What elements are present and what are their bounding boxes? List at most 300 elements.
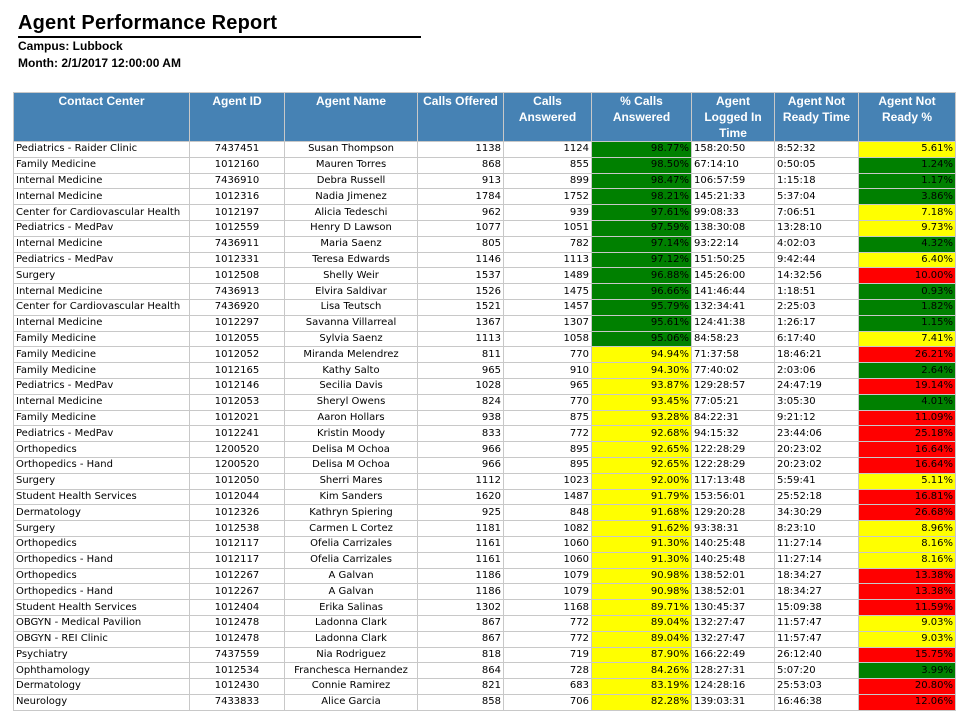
cell-contact-center: Orthopedics: [14, 568, 190, 584]
cell-calls-answered: 1079: [504, 584, 592, 600]
cell-agent-id: 1012267: [190, 584, 285, 600]
cell-not-ready-time: 11:27:14: [775, 536, 859, 552]
cell-agent-id: 7433833: [190, 694, 285, 710]
cell-pct-answered: 98.50%: [592, 157, 692, 173]
table-row: [14, 457, 956, 473]
cell-not-ready-time: 2:25:03: [775, 299, 859, 315]
cell-logged-in-time: 122:28:29: [692, 442, 775, 458]
cell-logged-in-time: 84:22:31: [692, 410, 775, 426]
cell-pct-answered: 98.77%: [592, 142, 692, 158]
cell-calls-offered: 966: [418, 442, 504, 458]
table-body: [14, 142, 956, 711]
table-row: [14, 378, 956, 394]
cell-logged-in-time: 151:50:25: [692, 252, 775, 268]
table-row: [14, 489, 956, 505]
cell-agent-id: 1012052: [190, 347, 285, 363]
cell-not-ready-time: 25:53:03: [775, 679, 859, 695]
table-row: [14, 584, 956, 600]
cell-calls-answered: 1487: [504, 489, 592, 505]
cell-calls-offered: 833: [418, 426, 504, 442]
column-header-not-ready-pct: Agent Not Ready %: [859, 93, 956, 142]
cell-agent-name: Maria Saenz: [285, 236, 418, 252]
cell-agent-name: Carmen L Cortez: [285, 521, 418, 537]
cell-agent-id: 1200520: [190, 457, 285, 473]
cell-contact-center: Family Medicine: [14, 157, 190, 173]
cell-logged-in-time: 106:57:59: [692, 173, 775, 189]
cell-agent-id: 7436910: [190, 173, 285, 189]
cell-agent-id: 1012326: [190, 505, 285, 521]
cell-pct-answered: 91.68%: [592, 505, 692, 521]
cell-agent-name: Nadia Jimenez: [285, 189, 418, 205]
cell-contact-center: Orthopedics: [14, 536, 190, 552]
cell-contact-center: Ophthamology: [14, 663, 190, 679]
cell-agent-id: 1012044: [190, 489, 285, 505]
cell-not-ready-pct: 13.38%: [859, 568, 956, 584]
table-row: [14, 220, 956, 236]
cell-agent-id: 7436911: [190, 236, 285, 252]
cell-contact-center: Dermatology: [14, 679, 190, 695]
cell-not-ready-time: 34:30:29: [775, 505, 859, 521]
cell-contact-center: Pediatrics - MedPav: [14, 252, 190, 268]
cell-contact-center: Psychiatry: [14, 647, 190, 663]
cell-logged-in-time: 129:28:57: [692, 378, 775, 394]
cell-agent-name: Debra Russell: [285, 173, 418, 189]
cell-calls-offered: 962: [418, 205, 504, 221]
cell-agent-name: Delisa M Ochoa: [285, 457, 418, 473]
cell-pct-answered: 95.79%: [592, 299, 692, 315]
cell-calls-answered: 895: [504, 442, 592, 458]
cell-not-ready-pct: 26.68%: [859, 505, 956, 521]
cell-calls-offered: 1784: [418, 189, 504, 205]
cell-agent-name: A Galvan: [285, 584, 418, 600]
table-row: [14, 505, 956, 521]
cell-agent-id: 1012050: [190, 473, 285, 489]
cell-logged-in-time: 117:13:48: [692, 473, 775, 489]
cell-not-ready-time: 14:32:56: [775, 268, 859, 284]
cell-pct-answered: 97.61%: [592, 205, 692, 221]
cell-pct-answered: 95.06%: [592, 331, 692, 347]
cell-not-ready-pct: 16.81%: [859, 489, 956, 505]
cell-contact-center: Neurology: [14, 694, 190, 710]
cell-calls-answered: 706: [504, 694, 592, 710]
table-row: [14, 236, 956, 252]
cell-calls-answered: 772: [504, 631, 592, 647]
table-row: [14, 663, 956, 679]
cell-agent-name: Alicia Tedeschi: [285, 205, 418, 221]
cell-calls-answered: 910: [504, 363, 592, 379]
cell-contact-center: Surgery: [14, 268, 190, 284]
cell-logged-in-time: 139:03:31: [692, 694, 775, 710]
cell-not-ready-pct: 7.41%: [859, 331, 956, 347]
cell-agent-id: 1012316: [190, 189, 285, 205]
cell-not-ready-time: 11:57:47: [775, 615, 859, 631]
cell-pct-answered: 82.28%: [592, 694, 692, 710]
cell-agent-id: 7437451: [190, 142, 285, 158]
cell-calls-answered: 1475: [504, 284, 592, 300]
cell-logged-in-time: 140:25:48: [692, 536, 775, 552]
cell-not-ready-time: 18:34:27: [775, 584, 859, 600]
cell-agent-name: Kathy Salto: [285, 363, 418, 379]
cell-agent-name: Connie Ramirez: [285, 679, 418, 695]
cell-calls-offered: 821: [418, 679, 504, 695]
table-row: [14, 631, 956, 647]
cell-not-ready-time: 8:52:32: [775, 142, 859, 158]
month-label: Month: 2/1/2017 12:00:00 AM: [18, 56, 181, 70]
column-header-agent-id: Agent ID: [190, 93, 285, 142]
table-row: [14, 647, 956, 663]
cell-calls-offered: 1181: [418, 521, 504, 537]
table-row: [14, 600, 956, 616]
cell-pct-answered: 97.12%: [592, 252, 692, 268]
cell-agent-id: 1012165: [190, 363, 285, 379]
cell-calls-answered: 1307: [504, 315, 592, 331]
cell-logged-in-time: 71:37:58: [692, 347, 775, 363]
cell-pct-answered: 94.30%: [592, 363, 692, 379]
cell-not-ready-pct: 1.82%: [859, 299, 956, 315]
cell-not-ready-time: 8:23:10: [775, 521, 859, 537]
cell-pct-answered: 83.19%: [592, 679, 692, 695]
cell-logged-in-time: 153:56:01: [692, 489, 775, 505]
cell-calls-answered: 1060: [504, 536, 592, 552]
cell-logged-in-time: 138:30:08: [692, 220, 775, 236]
cell-not-ready-pct: 5.11%: [859, 473, 956, 489]
cell-calls-answered: 899: [504, 173, 592, 189]
cell-not-ready-time: 23:44:06: [775, 426, 859, 442]
cell-contact-center: Family Medicine: [14, 410, 190, 426]
cell-logged-in-time: 77:40:02: [692, 363, 775, 379]
cell-logged-in-time: 77:05:21: [692, 394, 775, 410]
cell-not-ready-pct: 6.40%: [859, 252, 956, 268]
table-row: [14, 426, 956, 442]
cell-pct-answered: 94.94%: [592, 347, 692, 363]
cell-logged-in-time: 158:20:50: [692, 142, 775, 158]
cell-agent-name: Susan Thompson: [285, 142, 418, 158]
cell-logged-in-time: 132:27:47: [692, 631, 775, 647]
cell-pct-answered: 98.47%: [592, 173, 692, 189]
cell-not-ready-pct: 8.96%: [859, 521, 956, 537]
cell-calls-offered: 858: [418, 694, 504, 710]
cell-agent-id: 1012053: [190, 394, 285, 410]
table-row: [14, 157, 956, 173]
cell-not-ready-time: 9:42:44: [775, 252, 859, 268]
cell-calls-offered: 913: [418, 173, 504, 189]
cell-not-ready-time: 1:26:17: [775, 315, 859, 331]
cell-calls-offered: 1521: [418, 299, 504, 315]
cell-pct-answered: 87.90%: [592, 647, 692, 663]
cell-not-ready-time: 24:47:19: [775, 378, 859, 394]
cell-not-ready-pct: 4.01%: [859, 394, 956, 410]
cell-logged-in-time: 166:22:49: [692, 647, 775, 663]
cell-not-ready-time: 7:06:51: [775, 205, 859, 221]
cell-pct-answered: 91.30%: [592, 552, 692, 568]
cell-calls-offered: 1138: [418, 142, 504, 158]
cell-calls-offered: 867: [418, 615, 504, 631]
cell-agent-name: Erika Salinas: [285, 600, 418, 616]
cell-agent-name: Delisa M Ochoa: [285, 442, 418, 458]
cell-pct-answered: 96.66%: [592, 284, 692, 300]
cell-calls-offered: 805: [418, 236, 504, 252]
table-row: [14, 521, 956, 537]
cell-agent-id: 7436920: [190, 299, 285, 315]
table-row: [14, 615, 956, 631]
cell-logged-in-time: 122:28:29: [692, 457, 775, 473]
cell-not-ready-pct: 15.75%: [859, 647, 956, 663]
cell-agent-name: Ladonna Clark: [285, 615, 418, 631]
cell-pct-answered: 91.79%: [592, 489, 692, 505]
cell-calls-offered: 1367: [418, 315, 504, 331]
cell-not-ready-time: 0:50:05: [775, 157, 859, 173]
cell-calls-answered: 772: [504, 615, 592, 631]
cell-not-ready-time: 25:52:18: [775, 489, 859, 505]
cell-logged-in-time: 141:46:44: [692, 284, 775, 300]
cell-agent-id: 1012146: [190, 378, 285, 394]
cell-contact-center: Internal Medicine: [14, 173, 190, 189]
cell-not-ready-pct: 8.16%: [859, 536, 956, 552]
cell-calls-answered: 895: [504, 457, 592, 473]
cell-pct-answered: 92.65%: [592, 457, 692, 473]
cell-logged-in-time: 84:58:23: [692, 331, 775, 347]
cell-logged-in-time: 130:45:37: [692, 600, 775, 616]
cell-contact-center: Internal Medicine: [14, 189, 190, 205]
cell-calls-offered: 1526: [418, 284, 504, 300]
cell-calls-answered: 772: [504, 426, 592, 442]
cell-not-ready-time: 5:59:41: [775, 473, 859, 489]
table-row: [14, 552, 956, 568]
cell-contact-center: Student Health Services: [14, 489, 190, 505]
cell-calls-answered: 848: [504, 505, 592, 521]
cell-contact-center: Student Health Services: [14, 600, 190, 616]
agent-performance-table: [13, 92, 956, 711]
cell-not-ready-pct: 2.64%: [859, 363, 956, 379]
cell-agent-id: 7436913: [190, 284, 285, 300]
cell-pct-answered: 90.98%: [592, 584, 692, 600]
cell-not-ready-time: 20:23:02: [775, 457, 859, 473]
cell-pct-answered: 92.65%: [592, 442, 692, 458]
table-row: [14, 173, 956, 189]
cell-not-ready-time: 16:46:38: [775, 694, 859, 710]
cell-logged-in-time: 67:14:10: [692, 157, 775, 173]
cell-not-ready-time: 11:27:14: [775, 552, 859, 568]
cell-calls-answered: 1060: [504, 552, 592, 568]
column-header-not-ready-time: Agent Not Ready Time: [775, 93, 859, 142]
cell-logged-in-time: 124:41:38: [692, 315, 775, 331]
cell-pct-answered: 93.45%: [592, 394, 692, 410]
cell-calls-answered: 1124: [504, 142, 592, 158]
cell-calls-answered: 1113: [504, 252, 592, 268]
cell-not-ready-pct: 1.24%: [859, 157, 956, 173]
cell-pct-answered: 97.14%: [592, 236, 692, 252]
cell-calls-answered: 1023: [504, 473, 592, 489]
cell-agent-name: Kristin Moody: [285, 426, 418, 442]
cell-calls-answered: 1082: [504, 521, 592, 537]
cell-calls-offered: 811: [418, 347, 504, 363]
cell-logged-in-time: 145:21:33: [692, 189, 775, 205]
cell-calls-answered: 1079: [504, 568, 592, 584]
cell-not-ready-pct: 26.21%: [859, 347, 956, 363]
cell-not-ready-pct: 8.16%: [859, 552, 956, 568]
cell-calls-offered: 1302: [418, 600, 504, 616]
cell-agent-name: Kathryn Spiering: [285, 505, 418, 521]
table-row: [14, 536, 956, 552]
cell-calls-offered: 1113: [418, 331, 504, 347]
cell-not-ready-time: 11:57:47: [775, 631, 859, 647]
cell-agent-name: Ofelia Carrizales: [285, 536, 418, 552]
cell-logged-in-time: 132:27:47: [692, 615, 775, 631]
cell-pct-answered: 92.68%: [592, 426, 692, 442]
cell-pct-answered: 89.71%: [592, 600, 692, 616]
cell-agent-name: Sherri Mares: [285, 473, 418, 489]
cell-agent-id: 1012538: [190, 521, 285, 537]
cell-logged-in-time: 129:20:28: [692, 505, 775, 521]
cell-calls-offered: 1186: [418, 568, 504, 584]
cell-calls-offered: 867: [418, 631, 504, 647]
cell-agent-id: 1012241: [190, 426, 285, 442]
table-row: [14, 252, 956, 268]
cell-not-ready-time: 2:03:06: [775, 363, 859, 379]
column-header-contact-center: Contact Center: [14, 93, 190, 142]
cell-calls-offered: 1112: [418, 473, 504, 489]
cell-not-ready-pct: 1.15%: [859, 315, 956, 331]
cell-agent-id: 1012430: [190, 679, 285, 695]
cell-calls-offered: 1161: [418, 552, 504, 568]
cell-not-ready-pct: 16.64%: [859, 457, 956, 473]
cell-logged-in-time: 140:25:48: [692, 552, 775, 568]
cell-calls-offered: 1537: [418, 268, 504, 284]
cell-contact-center: Internal Medicine: [14, 394, 190, 410]
campus-label: Campus: Lubbock: [18, 39, 123, 53]
cell-agent-name: Elvira Saldivar: [285, 284, 418, 300]
cell-not-ready-pct: 11.09%: [859, 410, 956, 426]
cell-calls-answered: 1168: [504, 600, 592, 616]
cell-calls-answered: 965: [504, 378, 592, 394]
table-row: [14, 299, 956, 315]
cell-agent-name: Sylvia Saenz: [285, 331, 418, 347]
cell-contact-center: Family Medicine: [14, 331, 190, 347]
cell-agent-id: 1012559: [190, 220, 285, 236]
cell-calls-answered: 1051: [504, 220, 592, 236]
cell-calls-answered: 770: [504, 347, 592, 363]
table-row: [14, 363, 956, 379]
cell-not-ready-pct: 19.14%: [859, 378, 956, 394]
cell-calls-answered: 1752: [504, 189, 592, 205]
cell-not-ready-time: 20:23:02: [775, 442, 859, 458]
cell-not-ready-time: 15:09:38: [775, 600, 859, 616]
cell-pct-answered: 91.62%: [592, 521, 692, 537]
cell-calls-answered: 728: [504, 663, 592, 679]
cell-not-ready-pct: 11.59%: [859, 600, 956, 616]
cell-agent-id: 1012197: [190, 205, 285, 221]
cell-contact-center: Pediatrics - MedPav: [14, 220, 190, 236]
cell-agent-id: 1012267: [190, 568, 285, 584]
cell-pct-answered: 89.04%: [592, 631, 692, 647]
cell-pct-answered: 92.00%: [592, 473, 692, 489]
cell-agent-name: Nia Rodriguez: [285, 647, 418, 663]
cell-calls-answered: 770: [504, 394, 592, 410]
table-row: [14, 142, 956, 158]
cell-calls-offered: 925: [418, 505, 504, 521]
cell-pct-answered: 96.88%: [592, 268, 692, 284]
report-title: Agent Performance Report: [18, 12, 421, 38]
cell-logged-in-time: 145:26:00: [692, 268, 775, 284]
cell-logged-in-time: 93:22:14: [692, 236, 775, 252]
cell-contact-center: Pediatrics - Raider Clinic: [14, 142, 190, 158]
cell-agent-name: Miranda Melendrez: [285, 347, 418, 363]
column-header-logged-in-time: Agent Logged In Time: [692, 93, 775, 142]
cell-agent-name: A Galvan: [285, 568, 418, 584]
cell-calls-offered: 966: [418, 457, 504, 473]
cell-logged-in-time: 128:27:31: [692, 663, 775, 679]
cell-agent-id: 1012534: [190, 663, 285, 679]
cell-agent-id: 1012478: [190, 631, 285, 647]
cell-agent-name: Alice Garcia: [285, 694, 418, 710]
column-header-pct-calls-answered: % Calls Answered: [592, 93, 692, 142]
cell-pct-answered: 84.26%: [592, 663, 692, 679]
cell-not-ready-pct: 12.06%: [859, 694, 956, 710]
table-header-row: [14, 93, 956, 142]
cell-contact-center: Center for Cardiovascular Health: [14, 299, 190, 315]
cell-not-ready-time: 1:18:51: [775, 284, 859, 300]
cell-not-ready-pct: 5.61%: [859, 142, 956, 158]
cell-contact-center: Internal Medicine: [14, 236, 190, 252]
cell-agent-name: Franchesca Hernandez: [285, 663, 418, 679]
cell-pct-answered: 93.28%: [592, 410, 692, 426]
cell-not-ready-pct: 0.93%: [859, 284, 956, 300]
table-row: [14, 568, 956, 584]
column-header-calls-offered: Calls Offered: [418, 93, 504, 142]
cell-agent-id: 1012021: [190, 410, 285, 426]
cell-agent-id: 1012404: [190, 600, 285, 616]
cell-calls-offered: 1077: [418, 220, 504, 236]
cell-calls-offered: 1146: [418, 252, 504, 268]
cell-contact-center: Orthopedics: [14, 442, 190, 458]
table-row: [14, 394, 956, 410]
cell-calls-offered: 938: [418, 410, 504, 426]
cell-agent-name: Ofelia Carrizales: [285, 552, 418, 568]
cell-agent-id: 1012160: [190, 157, 285, 173]
cell-agent-id: 1200520: [190, 442, 285, 458]
table-row: [14, 679, 956, 695]
cell-pct-answered: 95.61%: [592, 315, 692, 331]
cell-contact-center: Pediatrics - MedPav: [14, 378, 190, 394]
cell-contact-center: Internal Medicine: [14, 315, 190, 331]
cell-not-ready-time: 6:17:40: [775, 331, 859, 347]
cell-pct-answered: 91.30%: [592, 536, 692, 552]
cell-not-ready-time: 3:05:30: [775, 394, 859, 410]
cell-calls-offered: 965: [418, 363, 504, 379]
cell-contact-center: Internal Medicine: [14, 284, 190, 300]
cell-calls-offered: 864: [418, 663, 504, 679]
cell-pct-answered: 98.21%: [592, 189, 692, 205]
table-row: [14, 315, 956, 331]
cell-not-ready-pct: 20.80%: [859, 679, 956, 695]
cell-calls-answered: 855: [504, 157, 592, 173]
cell-calls-offered: 824: [418, 394, 504, 410]
cell-agent-name: Ladonna Clark: [285, 631, 418, 647]
table-row: [14, 284, 956, 300]
cell-not-ready-pct: 16.64%: [859, 442, 956, 458]
cell-not-ready-pct: 3.99%: [859, 663, 956, 679]
cell-agent-name: Mauren Torres: [285, 157, 418, 173]
cell-calls-offered: 1028: [418, 378, 504, 394]
cell-pct-answered: 93.87%: [592, 378, 692, 394]
cell-agent-name: Savanna Villarreal: [285, 315, 418, 331]
cell-agent-name: Shelly Weir: [285, 268, 418, 284]
cell-calls-answered: 1457: [504, 299, 592, 315]
cell-contact-center: Orthopedics - Hand: [14, 584, 190, 600]
cell-pct-answered: 97.59%: [592, 220, 692, 236]
cell-contact-center: OBGYN - Medical Pavilion: [14, 615, 190, 631]
cell-contact-center: Center for Cardiovascular Health: [14, 205, 190, 221]
